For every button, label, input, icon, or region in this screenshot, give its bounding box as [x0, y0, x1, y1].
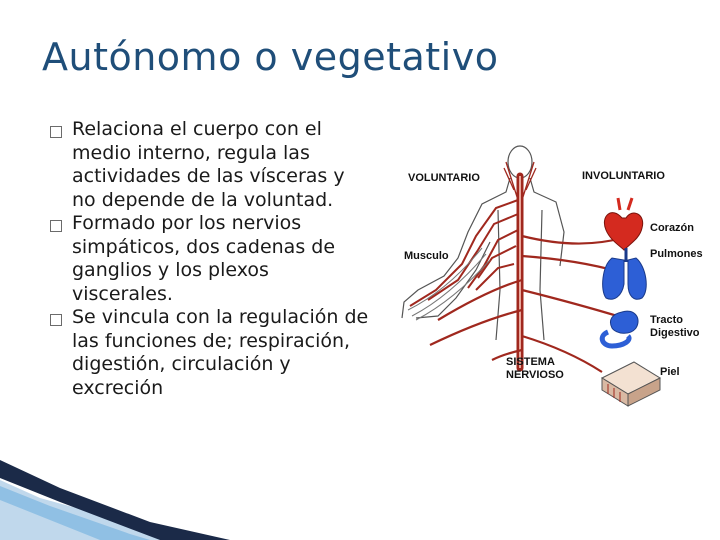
checkbox-bullet-icon [50, 314, 62, 326]
nervous-system-drawing [398, 140, 708, 440]
label-piel: Piel [660, 366, 680, 378]
bullet-text: Formado por los nervios simpáticos, dos cadenas de ganglios y los plexos viscerales. [72, 212, 336, 305]
label-involuntario: INVOLUNTARIO [582, 170, 665, 182]
decorative-corner-wave [0, 440, 720, 540]
bullet-text: Se vincula con la regulación de las funciones de; respiración, digestión, circulación y excreción [72, 306, 369, 399]
skin-icon [602, 362, 660, 406]
bullet-item [50, 306, 370, 400]
bullet-list [50, 118, 370, 400]
label-voluntario: VOLUNTARIO [408, 172, 480, 184]
checkbox-bullet-icon [50, 220, 62, 232]
label-corazon: Corazón [650, 222, 694, 234]
bullet-item [50, 118, 370, 212]
label-tracto-digestivo: Tracto Digestivo [650, 314, 700, 339]
bullet-text: Relaciona el cuerpo con el medio interno, regula las actividades de las vísceras y no depende de la voluntad. [72, 118, 345, 211]
label-sistema-nervioso: SISTEMA NERVIOSO [506, 356, 564, 381]
nervous-system-illustration [398, 140, 708, 440]
label-pulmones: Pulmones [650, 248, 703, 260]
checkbox-bullet-icon [50, 126, 62, 138]
label-musculo: Musculo [404, 250, 449, 262]
bullet-item [50, 212, 370, 306]
slide-title: Autónomo o vegetativo [42, 35, 499, 79]
